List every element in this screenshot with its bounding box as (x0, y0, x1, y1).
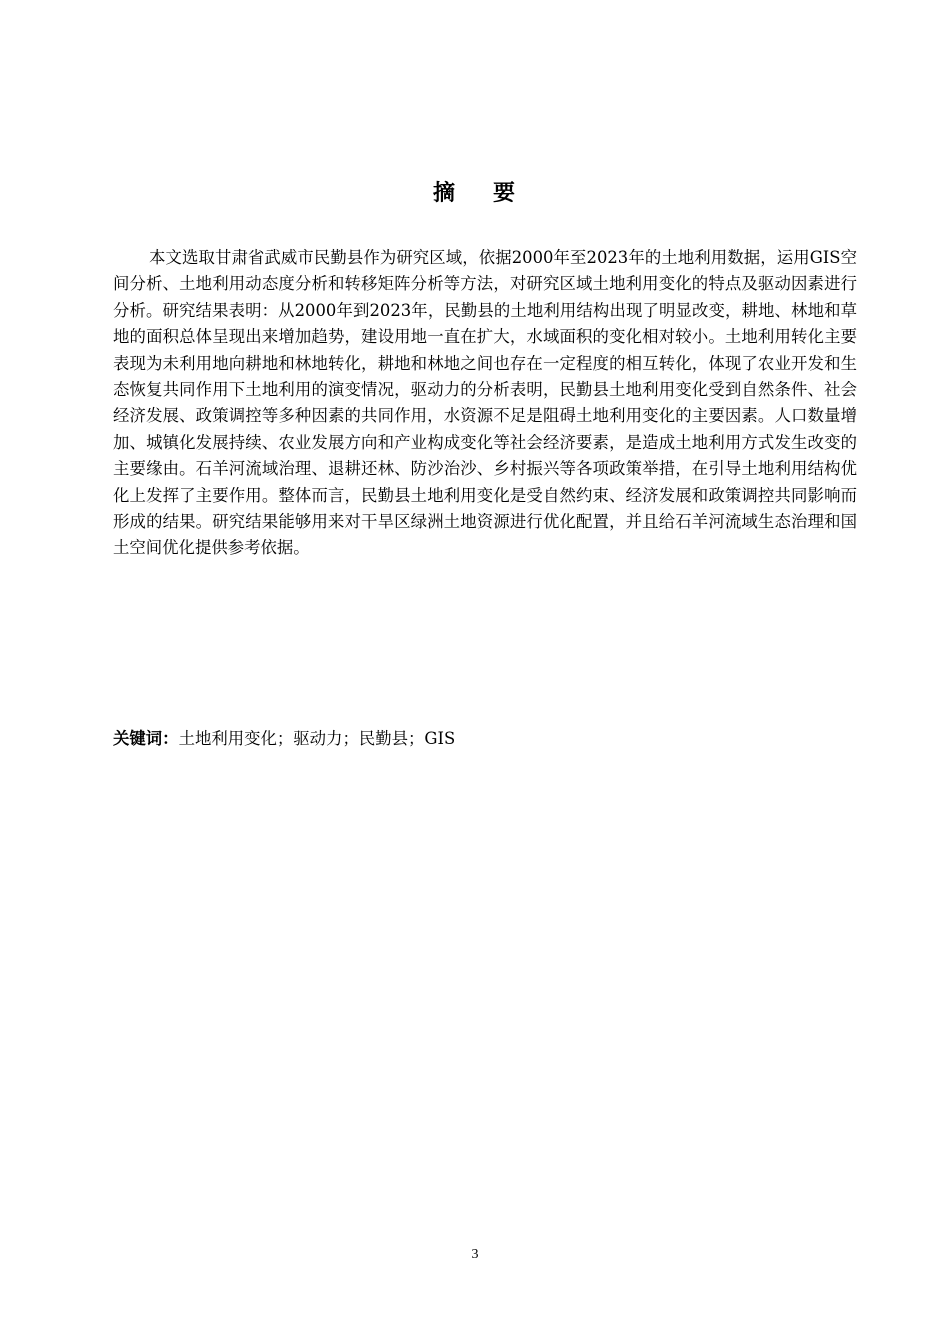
abstract-heading-char-1: 摘 (432, 181, 457, 206)
abstract-heading-char-2: 要 (493, 181, 518, 206)
abstract-paragraph: 本文选取甘肃省武威市民勤县作为研究区域，依据2000年至2023年的土地利用数据，运用GIS空间分析、土地利用动态度分析和转移矩阵分析等方法，对研究区域土地利用变化的特点及驱动因素进行分析。研究结果表明：从2000年到2023年，民勤县的土地利用结构出现了明显改变，耕地、林地和草地的面积总体呈现出来增加趋势，建设用地一直在扩大，水域面积的变化相对较小。土地利用转化主要表现为未利用地向耕地和林地转化，耕地和林地之间也存在一定程度的相互转化，体现了农业开发和生态恢复共同作用下土地利用的演变情况，驱动力的分析表明，民勤县土地利用变化受到自然条件、社会经济发展、政策调控等多种因素的共同作用，水资源不足是阻碍土地利用变化的主要因素。人口数量增加、城镇化发展持续、农业发展方向和产业构成变化等社会经济要素，是造成土地利用方式发生改变的主要缘由。石羊河流域治理、退耕还林、防沙治沙、乡村振兴等各项政策举措，在引导土地利用结构优化上发挥了主要作用。整体而言，民勤县土地利用变化是受自然约束、经济发展和政策调控共同影响而形成的结果。研究结果能够用来对干旱区绿洲土地资源进行优化配置，并且给石羊河流域生态治理和国土空间优化提供参考依据。 (113, 248, 857, 558)
keywords-text: 土地利用变化；驱动力；民勤县；GIS (178, 729, 456, 748)
page-number: 3 (471, 1247, 479, 1262)
keywords-line (113, 727, 857, 751)
abstract-heading (0, 178, 950, 210)
keywords-label: 关键词： (113, 729, 179, 748)
